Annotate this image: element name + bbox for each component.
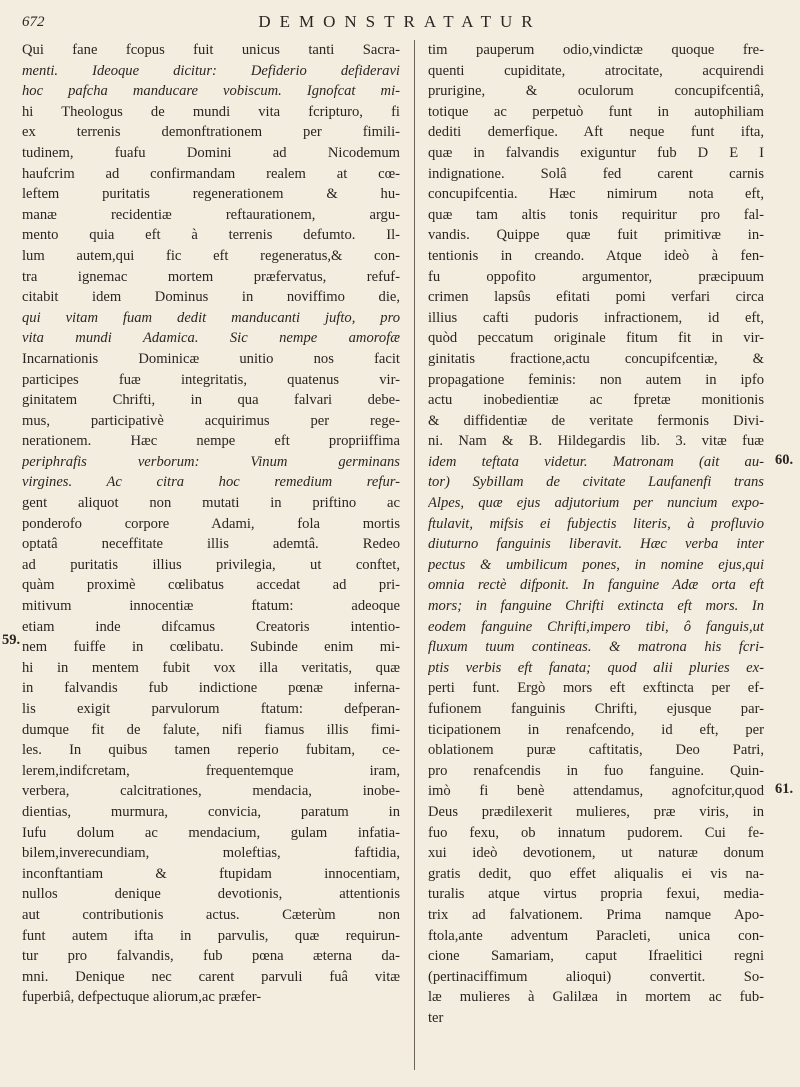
text-line: leftem puritatis regenerationem & hu- bbox=[22, 186, 400, 203]
text-line: ni. Nam & B. Hildegardis lib. 3. vitæ fuæ bbox=[428, 433, 764, 450]
text-line: periphrafis verborum: Vinum germinans bbox=[22, 453, 400, 470]
text-line: menti. Ideoque dicitur: Defiderio defideravi bbox=[22, 62, 400, 79]
text-line: mni. Denique nec carent parvuli fuâ vitæ bbox=[22, 968, 400, 985]
text-line: fluxum tuum contineas. & matrona his fcri- bbox=[428, 639, 764, 656]
text-line: Deus prædilexerit mulieres, præ viris, in bbox=[428, 803, 764, 820]
text-line: Alpes, quæ ejus adjutorium per nuncium expo- bbox=[428, 495, 764, 512]
text-line: tentionis in creando. Atque ideò à fen- bbox=[428, 247, 764, 264]
text-line: & diffidentiæ de veritate fermonis Divi- bbox=[428, 412, 764, 429]
text-line: les. In quibus tamen reperio fubitam, ce- bbox=[22, 742, 400, 759]
text-line: ginitatem Chrifti, in qua falvari debe- bbox=[22, 392, 400, 409]
text-line: Qui fane fcopus fuit unicus tanti Sacra- bbox=[22, 42, 400, 58]
text-line: concupifcentia. Hæc nimirum nota eft, bbox=[428, 186, 764, 203]
text-line: ad puritatis illius privilegia, ut conftet, bbox=[22, 556, 400, 573]
text-line: tor) Sybillam de civitate Laufanenfi trans bbox=[428, 474, 764, 491]
text-line: trix ad falvationem. Prima namque Apo- bbox=[428, 906, 764, 923]
text-line: oblationem puræ caftitatis, Deo Patri, bbox=[428, 742, 764, 759]
column-divider bbox=[414, 40, 415, 1070]
text-line: quæ tam altis tonis requiritur pro fal- bbox=[428, 206, 764, 223]
text-line: tim pauperum odio,vindictæ quoque fre- bbox=[428, 42, 764, 58]
text-line: eodem fanguine Chrifti,impero tibi, ô fanguis,ut bbox=[428, 618, 764, 635]
text-line: inconftantiam & ftupidam innocentiam, bbox=[22, 865, 400, 882]
text-line: in falvandis fub indictione pœnæ inferna- bbox=[22, 680, 400, 697]
text-line: pectus & umbilicum pones, in nomine ejus,qui bbox=[428, 556, 764, 573]
text-line: imò fi benè attendamus, agnofcitur,quod bbox=[428, 783, 764, 800]
text-line: aut contributionis actus. Cæterùm non bbox=[22, 906, 400, 923]
text-line: perti funt. Ergò mors eft exftincta per ef- bbox=[428, 680, 764, 697]
text-line: citabit idem Dominus in noviffimo die, bbox=[22, 289, 400, 306]
text-line: ginitatis fractione,actu concupifcentiæ, & bbox=[428, 350, 764, 367]
text-line: fuperbiâ, defpectuque aliorum,ac præfer- bbox=[22, 989, 262, 1006]
text-line: mento quia eft à terrenis defumto. Il- bbox=[22, 227, 400, 244]
text-line: ptis verbis eft fanata; quod alii pluries ex- bbox=[428, 659, 764, 676]
text-line: mitivum innocentiæ ftatum: adeoque bbox=[22, 598, 400, 615]
text-line: diuturno fanguinis liberavit. Hæc verba inter bbox=[428, 536, 764, 553]
left-text-column bbox=[22, 40, 400, 1080]
text-line: idem teftata videtur. Matronam (ait au- bbox=[428, 453, 764, 470]
text-line: cione Samariam, caput Ifraelitici regni bbox=[428, 948, 764, 965]
text-line: haufcrim ad confirmandam realem at cœ- bbox=[22, 165, 400, 182]
text-line: ponderofo corpore Adami, fola mortis bbox=[22, 515, 400, 532]
text-line: crimen lapsûs efitati pomi verfari circa bbox=[428, 289, 764, 306]
running-head: DEMONSTRATATUR bbox=[258, 12, 542, 31]
margin-note-61: 61. bbox=[775, 781, 794, 797]
text-line: propagatione feminis: non autem in ipfo bbox=[428, 371, 764, 388]
text-line: pro renafcendis in fuo fanguine. Quin- bbox=[428, 762, 764, 779]
text-line: tudinem, fuafu Domini ad Nicodemum bbox=[22, 144, 400, 161]
text-line: qui vitam fuam dedit manducanti jufto, pro bbox=[22, 309, 400, 326]
text-line: manæ recidentiæ reftaurationem, argu- bbox=[22, 206, 400, 223]
text-line: quæ in falvandis exiguntur fub D E I bbox=[428, 144, 764, 161]
text-line: lum autem,qui fic eft regeneratus,& con- bbox=[22, 247, 400, 264]
text-line: quòd peccatum originale fitum fit in vir- bbox=[428, 330, 764, 347]
text-line: bilem,inverecundiam, moleftias, faftidia, bbox=[22, 845, 400, 862]
text-line: vita mundi Adamica. Sic nempe amorofæ bbox=[22, 330, 400, 347]
text-line: prurigine, & oculorum concupifcentiâ, bbox=[428, 83, 764, 100]
text-line: funt autem ifta in parvulis, quæ requirun- bbox=[22, 927, 400, 944]
text-line: hi in mentem fubit vox illa veritatis, quæ bbox=[22, 659, 400, 676]
text-line: nem fuiffe in cœlibatu. Subinde enim mi- bbox=[22, 639, 400, 656]
text-line: quàm proximè cœlibatus accedat ad pri- bbox=[22, 577, 400, 594]
text-line: gent aliquot non mutati in priftino ac bbox=[22, 495, 400, 512]
text-line: lis exigit parvulorum ftatum: defperan- bbox=[22, 701, 400, 717]
text-line: nerationem. Hæc nempe eft propriiffima bbox=[22, 433, 400, 450]
text-line: (pertinaciffimum alioqui) convertit. So- bbox=[428, 968, 764, 985]
text-line: ter bbox=[428, 1009, 444, 1026]
text-line: dediti demerfique. Aft neque funt ifta, bbox=[428, 124, 764, 141]
text-line: ticipationem in renafcendo, id eft, per bbox=[428, 721, 764, 738]
text-line: nullos denique devotionis, attentionis bbox=[22, 886, 400, 903]
text-line: ftola,ante adventum Paracleti, unica con- bbox=[428, 927, 764, 944]
text-line: ftulavit, mifsis ei fubjectis literis, à profluvio bbox=[428, 515, 764, 532]
text-line: gratis dedit, quo effet aliqualis ei vis na- bbox=[428, 865, 764, 882]
margin-note-59: 59. bbox=[2, 632, 21, 648]
text-line: optatâ neceffitate illis ademtâ. Redeo bbox=[22, 536, 400, 553]
margin-note-60: 60. bbox=[775, 452, 794, 468]
text-line: etiam inde difcamus Creatoris intentio- bbox=[22, 618, 400, 635]
text-line: Incarnationis Dominicæ unitio nos facit bbox=[22, 350, 400, 367]
text-line: fu oppofito argumentor, præcipuum bbox=[428, 268, 764, 285]
text-line: actu inobedientiæ ac fpretæ monitionis bbox=[428, 392, 764, 409]
text-line: participes fuæ integritatis, quatenus vir- bbox=[22, 371, 400, 388]
text-line: fuo fexu, ob innatum pudorem. Cui fe- bbox=[428, 824, 764, 841]
text-line: omnia rectè difponit. In fanguine Adæ orta eft bbox=[428, 577, 764, 594]
text-line: illius cafti pudoris infractionem, id eft, bbox=[428, 309, 764, 326]
text-line: Iufu dolum ac mendacium, gulam infatia- bbox=[22, 824, 400, 841]
text-line: indignatione. Solâ fed carent carnis bbox=[428, 165, 764, 182]
text-line: mus, participativè acquirimus per rege- bbox=[22, 412, 400, 429]
right-text-column bbox=[428, 40, 764, 1080]
text-line: dientias, murmura, convicia, paratum in bbox=[22, 803, 400, 820]
text-line: hoc pafcha manducare vobiscum. Ignofcat mi- bbox=[22, 83, 400, 100]
text-line: xui ideò devotionem, ut naturæ donum bbox=[428, 845, 764, 862]
text-line: dumque fit de falute, nifi fiamus illis fimi- bbox=[22, 721, 400, 738]
text-line: tur pro falvandis, fub pœna æterna da- bbox=[22, 948, 400, 965]
text-line: mors; in fanguine Chrifti extincta eft mors. In bbox=[428, 598, 764, 615]
text-line: hi Theologus de mundi vita fcripturo, fi bbox=[22, 103, 400, 120]
text-line: fufionem fanguinis Chrifti, ejusque par- bbox=[428, 701, 764, 717]
text-line: turalis atque virtus propria fexui, media- bbox=[428, 886, 764, 903]
text-line: verbera, calcitrationes, mendacia, inobe- bbox=[22, 783, 400, 800]
text-line: ex terrenis demonftrationem per fimili- bbox=[22, 124, 400, 141]
text-line: vandis. Quippe quæ fuit primitivæ in- bbox=[428, 227, 764, 244]
text-line: quenti cupiditate, atrocitate, acquirendi bbox=[428, 62, 764, 79]
text-line: virgines. Ac citra hoc remedium refur- bbox=[22, 474, 400, 491]
text-line: tra ignemac mortem præfervatus, refuf- bbox=[22, 268, 400, 285]
text-line: læ mulieres à Galilæa in mortem ac fub- bbox=[428, 989, 764, 1006]
text-line: totique ac perpetuò funt in autophiliam bbox=[428, 103, 764, 120]
page-number: 672 bbox=[22, 14, 45, 30]
text-line: lerem,indifcretam, frequentemque iram, bbox=[22, 762, 400, 779]
